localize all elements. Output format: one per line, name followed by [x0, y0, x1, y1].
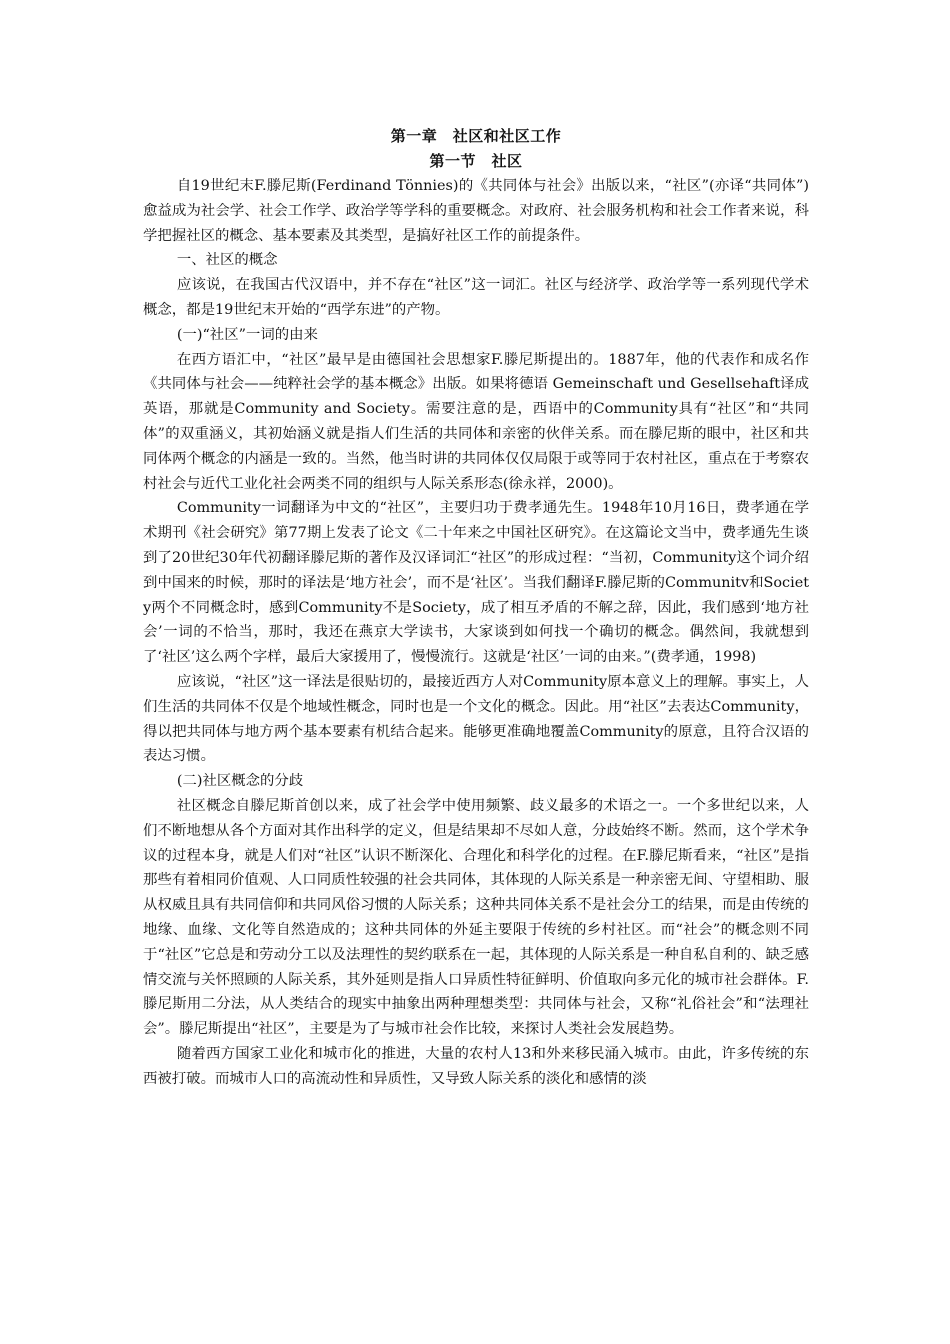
- paragraph-intro: 自19世纪末F.滕尼斯(Ferdinand Tönnies)的《共同体与社会》出版以来，“社区”(亦译“共同体”)愈益成为社会学、社会工作学、政治学等学科的重要概念。对政府、社会服务机构和社会工作者来说，科学把握社区的概念、基本要素及其类型，是搞好社区工作的前提条件。: [143, 178, 809, 244]
- paragraph-origin-2: Community一词翻译为中文的“社区”，主要归功于费孝通先生。1948年10月16日，费孝通在学术期刊《社会研究》第77期上发表了论文《二十年来之中国社区研究》。在这篇论文当中，费孝通先生谈到了20世纪30年代初翻译滕尼斯的著作及汉译词汇“社区”的形成过程：“当初，Community这个词介绍到中国来的时候，那时的译法是‘地方社会’，而不是‘社区’。当我们翻译F.滕尼斯的Communitv和Society两个不同概念时，感到Community不是Society，成了相互矛盾的不解之辞，因此，我们感到‘地方社会’一词的不恰当，那时，我还在燕京大学读书，大家谈到如何找一个确切的概念。偶然间，我就想到了‘社区’这么两个字样，最后大家援用了，慢慢流行。这就是‘社区’一词的由来。”(费孝通，1998): [143, 500, 809, 666]
- paragraph-urbanization: 随着西方国家工业化和城市化的推进，大量的农村人13和外来移民涌入城市。由此，许多传统的东西被打破。而城市人口的高流动性和异质性，又导致人际关系的淡化和感情的淡: [143, 1045, 809, 1087]
- heading-divergence: (二)社区概念的分歧: [176, 773, 304, 790]
- document-page: [143, 124, 809, 1091]
- section-title: 第一节 社区: [429, 152, 523, 170]
- chapter-title: 第一章 社区和社区工作: [390, 127, 562, 145]
- paragraph-origin-1: 在西方语汇中，“社区”最早是由德国社会思想家F.滕尼斯提出的。1887年，他的代表作和成名作《共同体与社会——纯粹社会学的基本概念》出版。如果将德语 Gemeinschaft und Gesellsehaft译成英语，那就是Community and Society。需要注意的是，西语中的Community具有“社区”和“共同体”的双重涵义，其初始涵义就是指人们生活的共同体和亲密的伙伴关系。而在滕尼斯的眼中，社区和共同体两个概念的内涵是一致的。当然，他当时讲的共同体仅仅局限于或等同于农村社区，重点在于考察农村社会与近代工业化社会两类不同的组织与人际关系形态(徐永祥，2000)。: [143, 351, 809, 492]
- heading-origin: (一)“社区”一词的由来: [176, 326, 318, 343]
- paragraph-divergence: 社区概念自滕尼斯首创以来，成了社会学中使用频繁、歧义最多的术语之一。一个多世纪以来，人们不断地想从各个方面对其作出科学的定义，但是结果却不尽如人意，分歧始终不断。然而，这个学术争议的过程本身，就是人们对“社区”认识不断深化、合理化和科学化的过程。在F.滕尼斯看来，“社区”是指那些有着相同价值观、人口同质性较强的社会共同体，其体现的人际关系是一种亲密无间、守望相助、服从权威且具有共同信仰和共同风俗习惯的人际关系；这种共同体关系不是社会分工的结果，而是由传统的地缘、血缘、文化等自然造成的；这种共同体的外延主要限于传统的乡村社区。而“社会”的概念则不同于“社区”它总是和劳动分工以及法理性的契约联系在一起，其体现的人际关系是一种自私自利的、缺乏感情交流与关怀照顾的人际关系，其外延则是指人口异质性特征鲜明、价值取向多元化的城市社会群体。F.滕尼斯用二分法，从人类结合的现实中抽象出两种理想类型：共同体与社会，又称“礼俗社会”和“法理社会”。滕尼斯提出“社区”，主要是为了与城市社会作比较，来探讨人类社会发展趋势。: [143, 797, 809, 1038]
- heading-concept: 一、社区的概念: [176, 252, 278, 269]
- paragraph-origin-3: 应该说，“社区”这一译法是很贴切的，最接近西方人对Community原本意义上的理解。事实上，人们生活的共同体不仅是个地域性概念，同时也是一个文化的概念。因此。用“社区”去表达Community，得以把共同体与地方两个基本要素有机结合起来。能够更准确地覆盖Community的原意，且符合汉语的表达习惯。: [143, 673, 809, 765]
- paragraph-concept: 应该说，在我国古代汉语中，并不存在“社区”这一词汇。社区与经济学、政治学等一系列现代学术概念，都是19世纪末开始的“西学东进”的产物。: [143, 277, 809, 318]
